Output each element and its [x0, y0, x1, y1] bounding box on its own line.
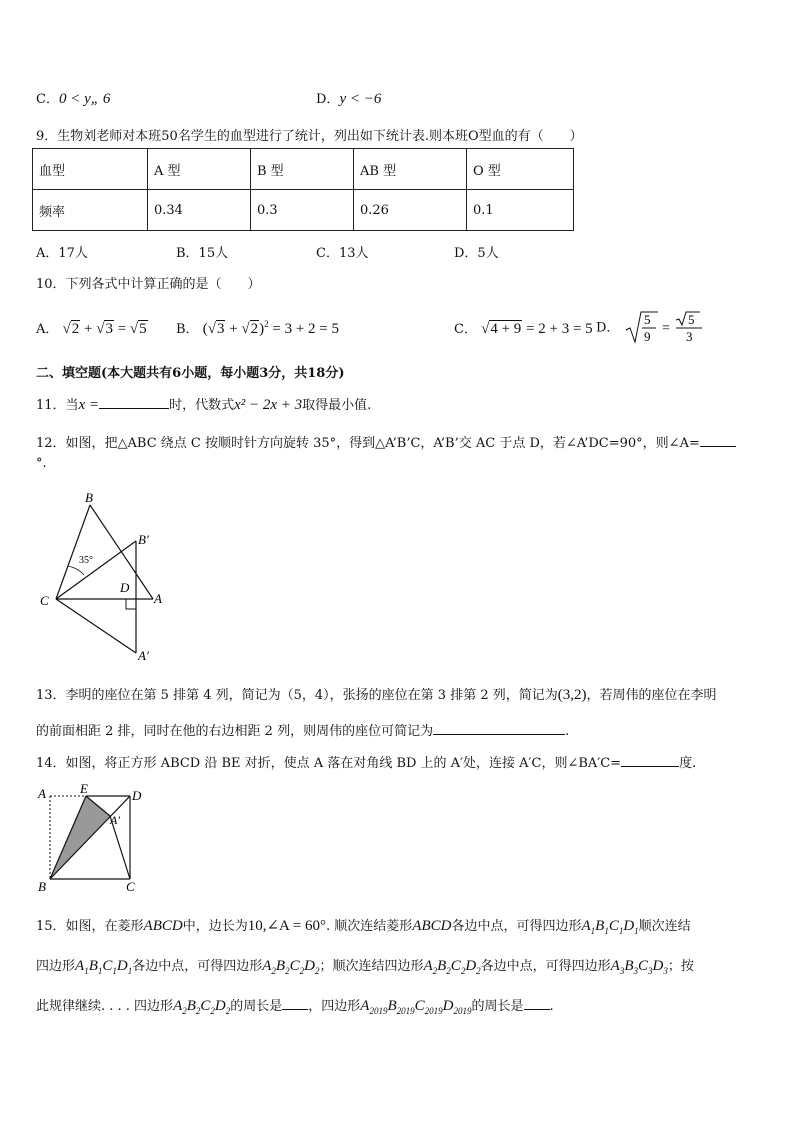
q15-t: . 顺次连结菱形: [326, 919, 413, 934]
fig-label: B: [38, 879, 46, 894]
svg-text:5: 5: [643, 312, 651, 327]
q15-t: ABCD: [412, 918, 452, 934]
q12-line2: °.: [36, 456, 47, 471]
fig-label: 35°: [79, 555, 93, 566]
q14-text: 14．如图，将正方形 ABCD 沿 BE 对折，使点 A 落在对角线 BD 上的 A′处，连接 A′C，则∠BA′C=: [36, 756, 622, 771]
q15-t: 的周长是: [471, 999, 524, 1014]
q10-option-d: [596, 310, 716, 346]
q10-d-label: D．: [596, 320, 620, 336]
q15-t: ，四边形: [308, 999, 361, 1014]
q11-prefix: 11．当: [36, 398, 79, 413]
table-row: [33, 149, 574, 190]
q14-suffix: 度.: [679, 756, 697, 771]
q10-option-a: [36, 318, 148, 338]
table-cell: O 型: [467, 149, 574, 190]
fig-label: A: [154, 591, 162, 606]
q13-text-c: ，若周伟的座位在李明: [586, 688, 717, 703]
q15-t: 各边中点，可得四边形: [451, 919, 582, 934]
q11-middle: 时，代数式: [169, 398, 235, 413]
fig-label: C: [126, 879, 135, 894]
q8-d-math: y < −6: [339, 91, 382, 107]
fig-label: A: [38, 786, 46, 801]
q8-option-c: [36, 88, 110, 108]
q14-figure: [34, 782, 154, 897]
fig-label: B′: [138, 532, 149, 547]
q8-option-d: [316, 88, 381, 108]
q10-c-rhs: = 2 + 3 = 5: [522, 321, 593, 337]
q15-quad: $A_3B_3C_3D_3$: [610, 958, 668, 976]
q10-option-c: [454, 318, 593, 338]
table-cell: AB 型: [354, 149, 467, 190]
answer-blank[interactable]: [433, 720, 565, 735]
q10-b-rhs: = 3 + 2 = 5: [268, 321, 340, 337]
table-cell: A 型: [148, 149, 251, 190]
q13-line2: [36, 720, 569, 739]
blood-type-table: [32, 148, 574, 231]
fig-label: A′: [110, 813, 120, 827]
svg-text:9: 9: [643, 329, 651, 344]
fig-label: E: [80, 782, 88, 796]
q15-line1: [36, 915, 691, 936]
table-cell: B 型: [251, 149, 354, 190]
fig-label: A′: [138, 648, 149, 663]
q15-t: 中，边长为: [182, 919, 248, 934]
fig-label: D: [132, 788, 142, 803]
q12-line1: [36, 432, 736, 451]
q10-a-math: √2 + √3 = √5: [62, 321, 147, 337]
q15-quad: $A_2B_2C_2D_2$: [173, 998, 231, 1016]
q15-t: 各边中点，可得四边形: [480, 959, 611, 974]
q15-t: .: [549, 999, 554, 1014]
q15-t: 此规律继续. . . . 四边形: [36, 999, 174, 1014]
q10-c-math: √4 + 9 = 2 + 3 = 5: [481, 321, 593, 337]
q15-line3: [36, 995, 554, 1016]
q13-text-d: 的前面相距 2 排，同时在他的右边相距 2 列，则周伟的座位可简记为: [36, 724, 434, 739]
q15-quad: $A_1B_1C_1D_1$: [75, 958, 133, 976]
q8-c-label: C．: [36, 92, 59, 107]
q11: [36, 394, 371, 414]
svg-text:=: =: [661, 321, 670, 336]
q10-c-label: C．: [454, 322, 477, 337]
q13-coord: (3,2): [557, 687, 587, 703]
table-cell: 0.1: [467, 190, 574, 231]
table-row: [33, 190, 574, 231]
q15-t: 各边中点，可得四边形: [132, 959, 263, 974]
q15-quad: $A_2B_2C_2D_2$: [262, 958, 320, 976]
q15-t: ；顺次连结四边形: [319, 959, 424, 974]
q11-var: x =: [78, 397, 100, 413]
q11-expr: x² − 2x + 3: [234, 397, 303, 413]
q13-text-a: 13．李明的座位在第 5 排第 4 列，简记为（5，4），张扬的座位在第 3 排第 2 列，简记为: [36, 688, 558, 703]
answer-blank[interactable]: [700, 432, 736, 447]
table-cell: 血型: [33, 149, 148, 190]
q9-option-d: D．5人: [454, 246, 499, 261]
q15-t: 顺次连结: [638, 919, 691, 934]
q15-t: 15．如图，在菱形: [36, 919, 144, 934]
q15-quad: $A_{2019}B_{2019}C_{2019}D_{2019}$: [360, 998, 472, 1016]
q9-option-a: A．17人: [36, 246, 88, 261]
section-title: 二、填空题(本大题共有6小题，每小题3分，共18分): [36, 366, 345, 381]
q15-t: ；按: [667, 959, 694, 974]
fig-label: D: [120, 580, 130, 595]
q15-t: ABCD: [143, 918, 183, 934]
answer-blank[interactable]: [621, 752, 679, 767]
fig-label: C: [40, 593, 49, 608]
q10-b-math: $(√3 + √2)^2 = 3 + 2 = 5$: [202, 319, 340, 337]
q10-d-formula: [624, 310, 716, 346]
q15-t: 10,∠A = 60°: [247, 918, 327, 934]
q13-line1: [36, 684, 717, 704]
fig-label: B: [85, 490, 93, 505]
q12-text: 12．如图，把△ABC 绕点 C 按顺时针方向旋转 35°，得到△A’B’C，A’B’交 AC 于点 D，若∠A’DC=90°，则∠A=: [36, 436, 700, 451]
table-cell: 0.34: [148, 190, 251, 231]
q12-figure: [30, 488, 180, 668]
q11-suffix: 取得最小值.: [302, 398, 372, 413]
table-cell: 0.26: [354, 190, 467, 231]
q10-b-label: B．: [176, 322, 199, 337]
answer-blank[interactable]: [524, 995, 550, 1010]
q8-d-label: D．: [316, 92, 340, 107]
q8-c-math: 0 < y„ 6: [58, 91, 111, 107]
q15-line2: [36, 955, 694, 976]
q9-option-b: B．15人: [176, 246, 229, 261]
q15-quad: $A_1B_1C_1D_1$: [581, 918, 639, 936]
svg-text:3: 3: [685, 329, 693, 344]
q15-t: 的周长是: [230, 999, 283, 1014]
q9-option-c: C．13人: [316, 246, 369, 261]
q14-line: [36, 752, 696, 771]
q10-option-b: [176, 318, 339, 338]
q15-quad: $A_2B_2C_2D_2$: [423, 958, 481, 976]
table-cell: 0.3: [251, 190, 354, 231]
q10-stem: 10．下列各式中计算正确的是（ ）: [36, 277, 261, 292]
q13-text-e: .: [565, 724, 570, 739]
q9-stem: 9．生物刘老师对本班50名学生的血型进行了统计，列出如下统计表.则本班O型血的有（ ）: [36, 129, 583, 144]
q10-a-label: A．: [36, 322, 59, 337]
answer-blank[interactable]: [99, 394, 169, 409]
answer-blank[interactable]: [282, 995, 308, 1010]
q15-t: 四边形: [36, 959, 76, 974]
svg-text:5: 5: [687, 312, 695, 327]
table-cell: 频率: [33, 190, 148, 231]
